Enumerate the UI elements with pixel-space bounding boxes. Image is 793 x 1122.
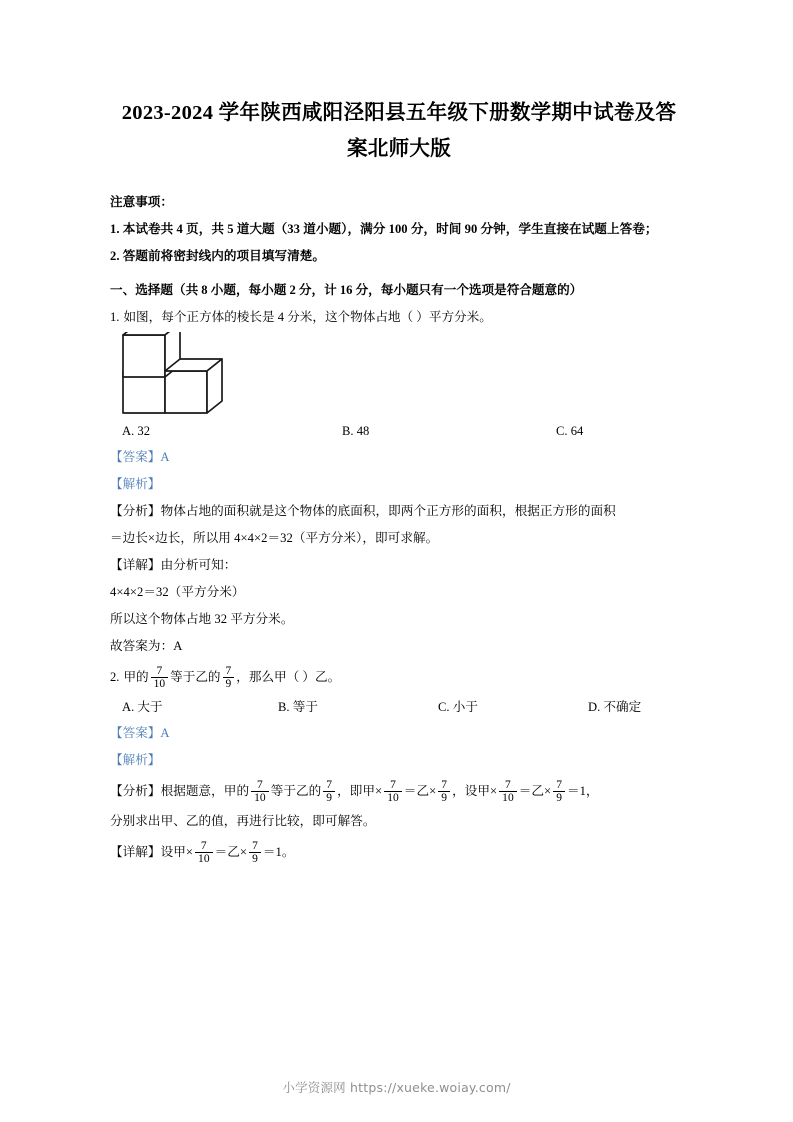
question-1-stem <box>110 304 688 330</box>
l-shaped-cubes-diagram <box>118 332 228 418</box>
fraction-denominator: 10 <box>384 791 402 804</box>
question-1-detail-line-2: 4×4×2＝32（平方分米） <box>110 585 245 599</box>
section-heading-choice: 一、选择题（共 8 小题，每小题 2 分，计 16 分，每小题只有一个选项是符合题意的） <box>110 283 583 297</box>
question-1-option-b-letter: B. <box>342 424 354 438</box>
question-1-answer-value: A <box>160 450 170 464</box>
notice-item-2: 2. 答题前将密封线内的项目填写清楚。 <box>110 249 326 263</box>
question-2-stem-part-3: ，那么甲（ ）乙。 <box>236 670 341 684</box>
question-2-analysis-fraction-2 <box>323 779 335 804</box>
question-2-option-d[interactable] <box>588 694 641 720</box>
fraction-numerator: 7 <box>156 664 163 677</box>
question-1-number: 1. <box>110 310 120 324</box>
notice-heading: 注意事项： <box>110 195 173 209</box>
q2-d-t3: ＝1。 <box>262 845 295 859</box>
question-2-analysis-label: 【分析】 <box>110 784 161 798</box>
fraction-denominator: 10 <box>151 677 169 690</box>
fraction-denominator: 9 <box>438 791 450 804</box>
question-2-explain-label: 【解析】 <box>110 753 161 767</box>
question-1-analysis-line-1 <box>110 498 688 525</box>
question-1-detail-line-1 <box>110 552 688 579</box>
question-2-option-b-letter: B. <box>278 700 290 714</box>
footer-watermark: 小学资源网 https://xueke.woiay.com/ <box>282 1080 511 1095</box>
fraction-denominator: 9 <box>553 791 565 804</box>
question-1-detail-line-4: 故答案为：A <box>110 639 183 653</box>
q2-a-t7: ＝1， <box>567 784 599 798</box>
question-2-detail-fraction-1 <box>195 840 213 865</box>
fraction-numerator: 7 <box>225 664 232 677</box>
q2-d-t2: ＝乙× <box>214 845 248 859</box>
question-2-option-b[interactable] <box>278 694 318 720</box>
q2-d-t1: 设甲× <box>160 845 194 859</box>
fraction-denominator: 10 <box>499 791 517 804</box>
fraction-denominator: 9 <box>249 852 261 865</box>
fraction-denominator: 9 <box>323 791 335 804</box>
fraction-numerator: 7 <box>390 778 396 791</box>
question-2-analysis-line-2: 分别求出甲、乙的值，再进行比较，即可解答。 <box>110 814 376 828</box>
fraction-numerator: 7 <box>556 778 563 791</box>
fraction-denominator: 10 <box>251 791 269 804</box>
fraction-numerator: 7 <box>505 778 511 791</box>
fraction-numerator: 7 <box>200 839 207 852</box>
question-2-analysis-line-1 <box>110 774 688 808</box>
question-1-detail-line-3: 所以这个物体占地 32 平方分米。 <box>110 612 294 626</box>
question-2-detail-label: 【详解】 <box>110 845 161 859</box>
fraction-numerator: 7 <box>441 778 448 791</box>
q2-a-t3: ，即甲× <box>337 784 383 798</box>
document-content <box>110 95 688 869</box>
question-2-answer <box>110 720 688 747</box>
question-1-option-a[interactable] <box>122 418 150 444</box>
question-2-answer-value: A <box>160 726 170 740</box>
notice-item-1: 1. 本试卷共 4 页，共 5 道大题（33 道小题），满分 100 分，时间 90 分钟，学生直接在试题上答卷； <box>110 222 658 236</box>
question-1-detail-label: 【详解】 <box>110 558 161 572</box>
question-2-answer-label: 【答案】 <box>110 726 161 740</box>
question-1-option-c-text: 64 <box>570 424 584 438</box>
question-2-fraction-2 <box>223 665 235 690</box>
q2-a-t5: ，设甲× <box>452 784 498 798</box>
question-1-analysis-text-1: 物体占地的面积就是这个物体的底面积，即两个正方形的面积，根据正方形的面积 <box>160 504 616 518</box>
question-1-analysis-label: 【分析】 <box>110 504 161 518</box>
page-title: 2023-2024 学年陕西咸阳泾阳县五年级下册数学期中试卷及答案北师大版 <box>121 102 677 160</box>
question-1-figure-wrap <box>110 330 688 418</box>
fraction-denominator: 9 <box>223 677 235 690</box>
question-2-fraction-1 <box>151 665 169 690</box>
question-2-analysis-fraction-6 <box>553 779 565 804</box>
question-2-option-a[interactable] <box>122 694 163 720</box>
question-1-option-a-letter: A. <box>122 424 135 438</box>
question-1-stem-text: 如图，每个正方体的棱长是 4 分米，这个物体占地（ ）平方分米。 <box>123 310 492 324</box>
question-2-analysis-fraction-4 <box>438 779 450 804</box>
question-2-analysis-fraction-1 <box>251 779 269 804</box>
question-2-detail-fraction-2 <box>249 840 261 865</box>
q2-a-t4: ＝乙× <box>403 784 437 798</box>
question-2-analysis-fraction-3 <box>384 779 402 804</box>
question-2-option-a-text: 大于 <box>137 700 163 714</box>
question-1-option-b[interactable] <box>342 418 369 444</box>
question-2-option-d-letter: D. <box>588 700 601 714</box>
question-1-analysis-line-2: ＝边长×边长，所以用 4×4×2＝32（平方分米），即可求解。 <box>110 531 439 545</box>
question-2-stem <box>110 660 688 694</box>
question-2-stem-part-2: 等于乙的 <box>170 670 221 684</box>
question-1-options <box>110 418 688 444</box>
question-2-options <box>110 694 688 720</box>
question-1-detail-text-1: 由分析可知： <box>160 558 237 572</box>
question-2-analysis-fraction-5 <box>499 779 517 804</box>
question-2-option-c-text: 小于 <box>452 700 478 714</box>
fraction-numerator: 7 <box>326 778 333 791</box>
q2-a-t6: ＝乙× <box>518 784 552 798</box>
question-2-option-c[interactable] <box>438 694 478 720</box>
fraction-numerator: 7 <box>256 778 263 791</box>
question-1-answer <box>110 444 688 471</box>
question-2-option-b-text: 等于 <box>292 700 318 714</box>
question-2-detail-line <box>110 835 688 869</box>
q2-a-t2: 等于乙的 <box>270 784 322 798</box>
question-2-option-c-letter: C. <box>438 700 450 714</box>
question-2-option-d-text: 不确定 <box>603 700 642 714</box>
fraction-numerator: 7 <box>252 839 258 852</box>
question-2-option-a-letter: A. <box>122 700 135 714</box>
question-1-option-a-text: 32 <box>137 424 150 438</box>
question-1-answer-label: 【答案】 <box>110 450 161 464</box>
question-1-explain-label: 【解析】 <box>110 477 161 491</box>
question-2-stem-part-1: 甲的 <box>123 670 149 684</box>
question-1-option-c[interactable] <box>556 418 583 444</box>
question-2-number: 2. <box>110 670 120 684</box>
question-1-option-c-letter: C. <box>556 424 568 438</box>
fraction-denominator: 10 <box>195 852 213 865</box>
question-1-option-b-text: 48 <box>356 424 370 438</box>
q2-a-t1: 根据题意，甲的 <box>160 784 250 798</box>
